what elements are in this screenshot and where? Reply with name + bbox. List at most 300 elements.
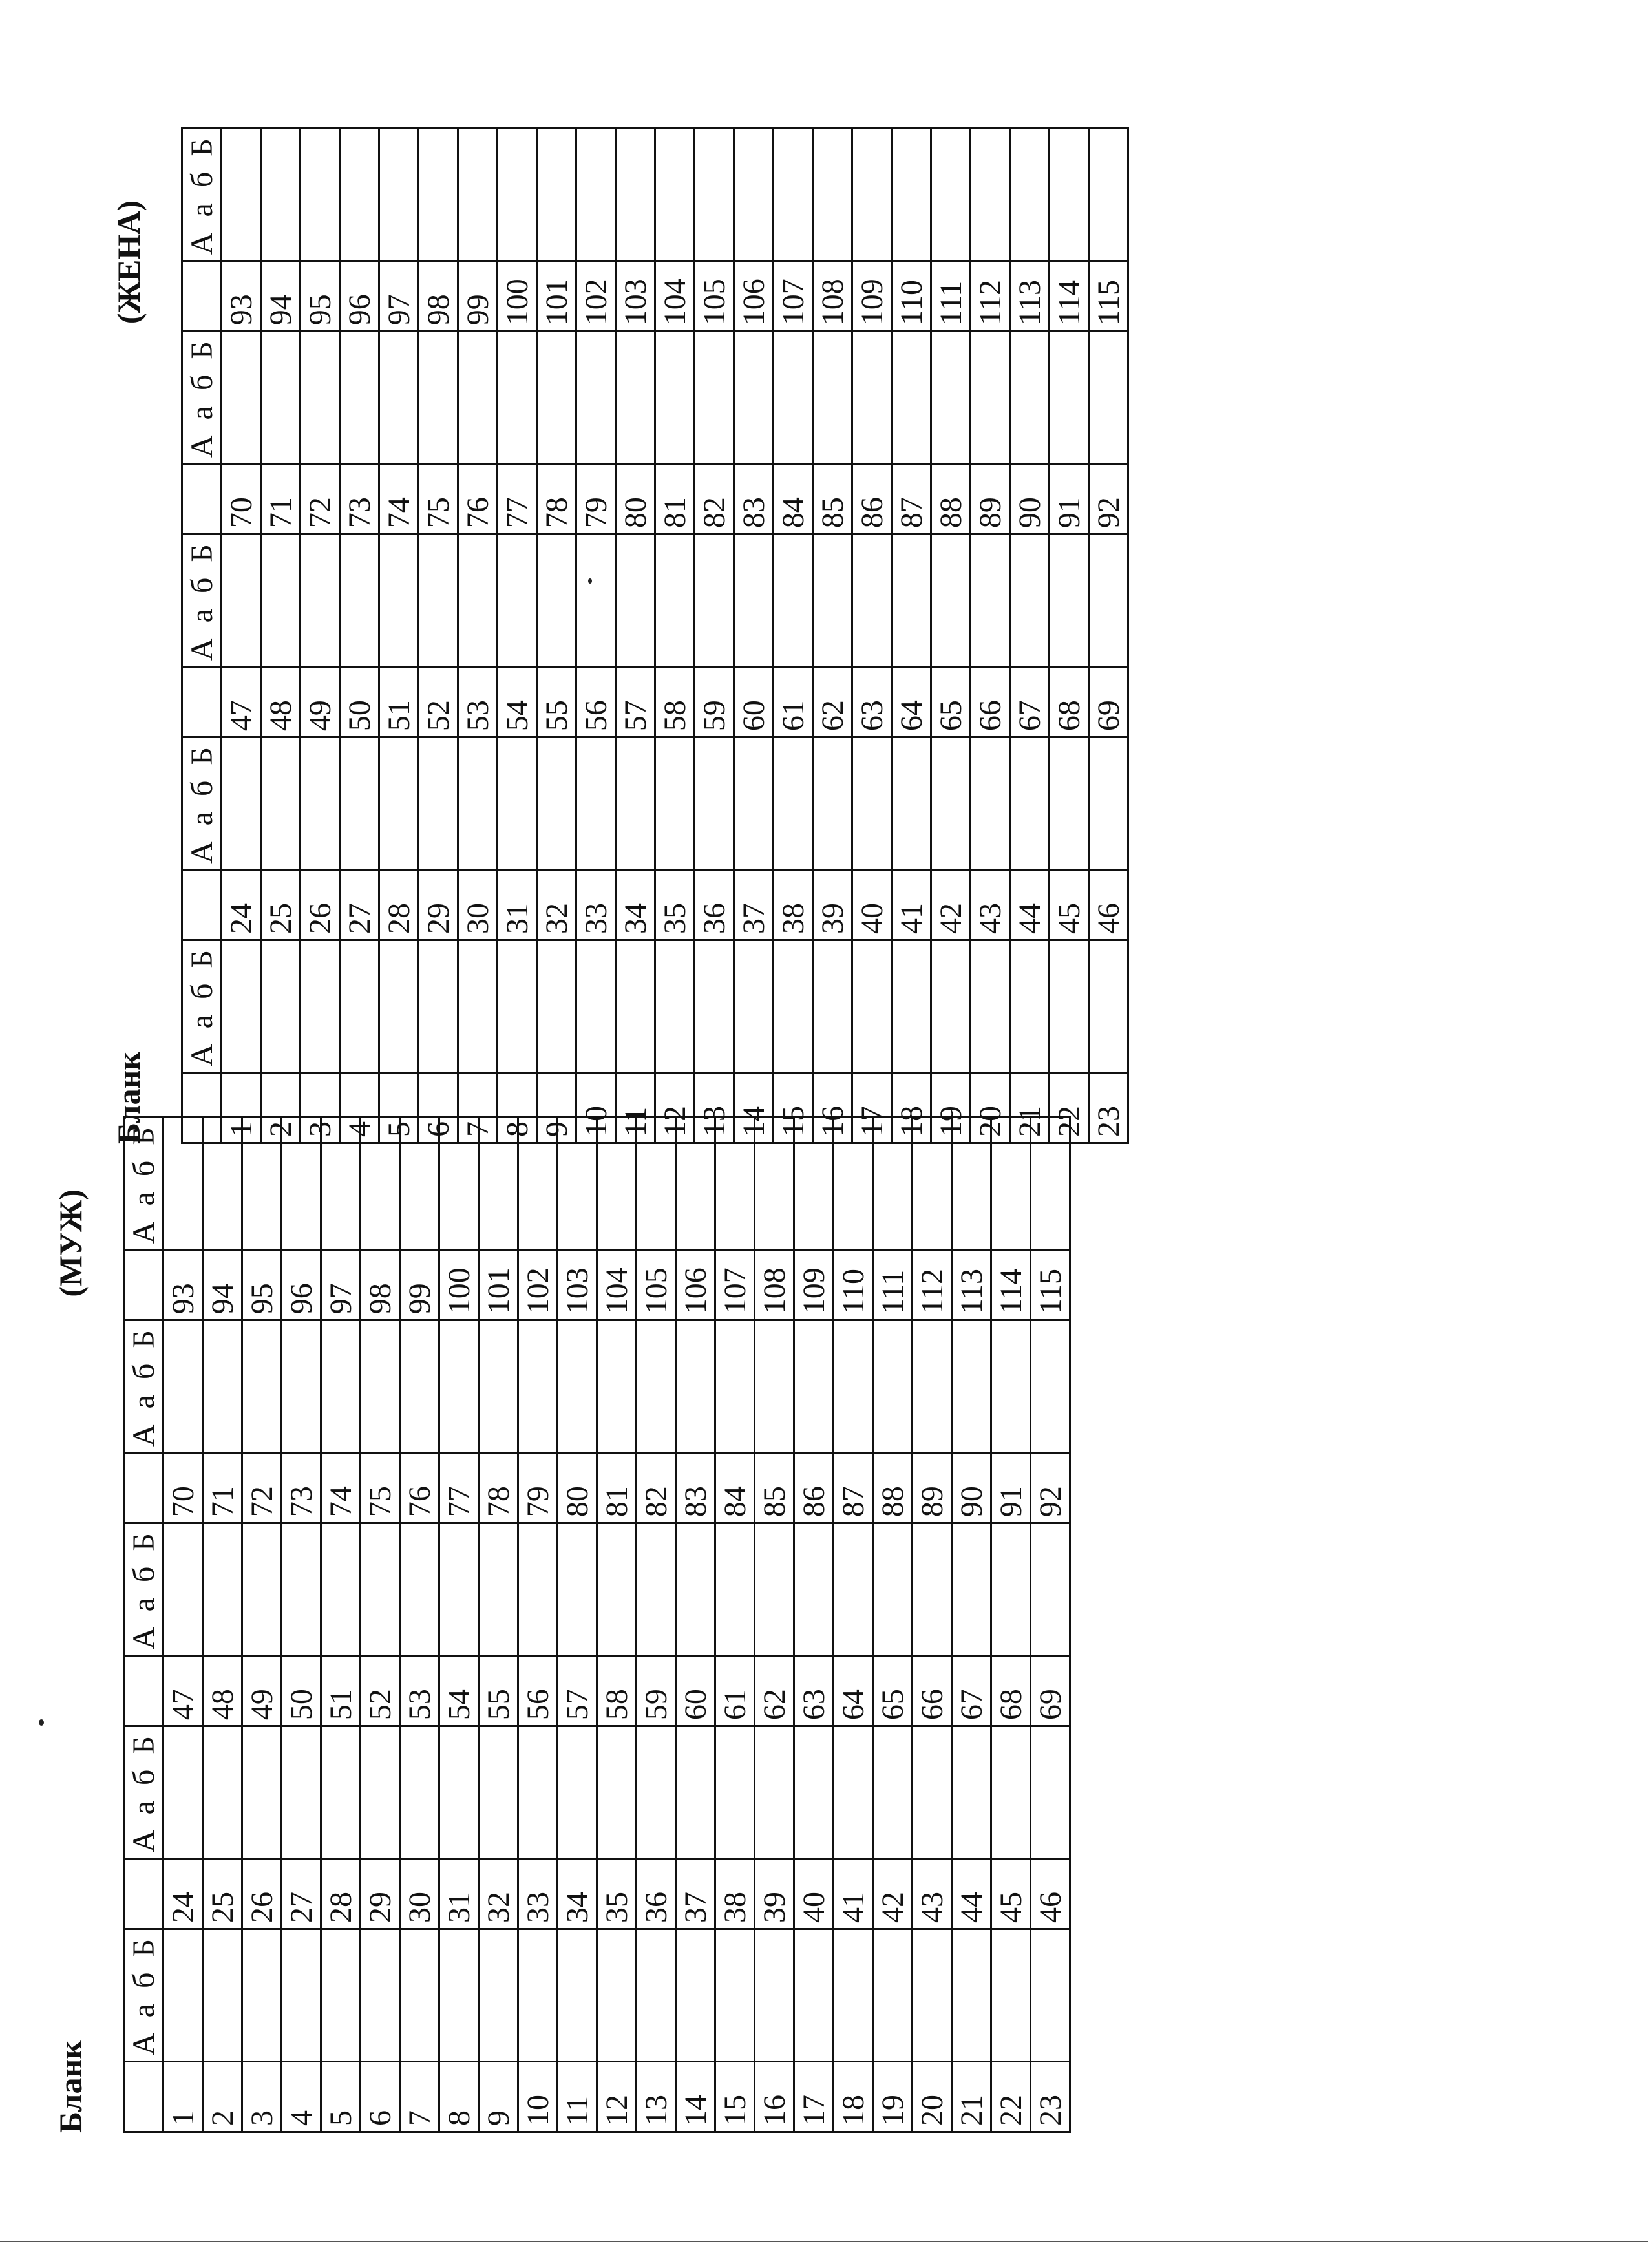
answer-cell[interactable] [301,737,340,870]
answer-cell[interactable] [813,129,852,261]
answer-cell[interactable] [164,1523,203,1656]
question-number: 31 [498,870,537,940]
answer-cell[interactable] [676,1726,715,1859]
question-number: 37 [676,1859,715,1929]
answer-cell[interactable] [676,1320,715,1453]
answer-cell[interactable] [439,1523,479,1656]
answer-cell[interactable] [537,940,576,1073]
answer-cell[interactable] [301,940,340,1073]
question-number: 66 [971,667,1010,737]
answer-cell[interactable] [458,940,498,1073]
answer-cell[interactable] [834,1523,873,1656]
question-number: 11 [558,2062,597,2132]
question-number: 80 [616,464,655,535]
answer-cell[interactable] [340,129,379,261]
answer-cell[interactable] [282,1523,321,1656]
answer-cell[interactable] [518,1320,558,1453]
question-number: 85 [813,464,852,535]
question-number: 109 [852,261,892,332]
answer-cell[interactable] [952,1320,991,1453]
table-row [361,1118,400,2132]
question-number: 102 [518,1250,558,1320]
answer-cell[interactable] [576,737,616,870]
answer-cell[interactable] [1031,1929,1070,2062]
answer-cell[interactable] [774,332,813,464]
answer-cell[interactable] [1010,737,1050,870]
question-number: 106 [676,1250,715,1320]
answer-cell[interactable] [558,1320,597,1453]
answer-cell[interactable] [1089,737,1128,870]
answer-cell[interactable] [222,737,261,870]
answer-cell[interactable] [321,1929,361,2062]
answer-cell[interactable] [597,1726,637,1859]
answer-cell[interactable] [1031,1726,1070,1859]
answer-cell[interactable] [537,737,576,870]
number-column-header [182,464,222,535]
answer-cell[interactable] [242,1320,282,1453]
answer-cell[interactable] [971,940,1010,1073]
answer-cell[interactable] [734,940,774,1073]
answer-cell[interactable] [991,1726,1031,1859]
question-number: 95 [301,261,340,332]
answer-cell[interactable] [321,1320,361,1453]
answer-cell[interactable] [1050,332,1089,464]
answer-cell[interactable] [991,1929,1031,2062]
answer-cell[interactable] [261,129,301,261]
answer-cell[interactable] [400,1726,439,1859]
answer-cell[interactable] [616,940,655,1073]
question-number: 69 [1031,1656,1070,1726]
answer-cell[interactable] [498,535,537,667]
answer-cell[interactable] [242,1523,282,1656]
answer-cell[interactable] [774,129,813,261]
answer-cell[interactable] [164,1929,203,2062]
answer-cell[interactable] [1050,940,1089,1073]
scan-edge-line [0,2241,1648,2242]
answer-cell[interactable] [913,1929,952,2062]
header-corner-cell [182,1073,222,1143]
answer-cell[interactable] [813,940,852,1073]
answer-cell[interactable] [971,332,1010,464]
answer-cell[interactable] [1010,940,1050,1073]
answer-cell[interactable] [1089,332,1128,464]
question-number: 103 [616,261,655,332]
answer-cell[interactable] [655,129,695,261]
question-number: 46 [1031,1859,1070,1929]
answer-cell[interactable] [419,332,458,464]
table-row [537,129,576,1143]
answer-cell[interactable] [774,737,813,870]
question-number: 34 [558,1859,597,1929]
answer-cell[interactable] [379,129,419,261]
answer-cell[interactable] [873,1523,913,1656]
answer-cell[interactable] [971,129,1010,261]
answer-cell[interactable] [991,1320,1031,1453]
question-number: 92 [1089,464,1128,535]
wife-form-title: Бланк [111,1051,147,1144]
answer-cell[interactable] [931,129,971,261]
answer-cell[interactable] [637,1320,676,1453]
table-row [379,129,419,1143]
wife-form-owner-label: (ЖЕНА) [111,200,147,324]
answer-cell[interactable] [695,129,734,261]
question-number: 105 [637,1250,676,1320]
answer-cell[interactable] [794,1726,834,1859]
answer-cell[interactable] [203,1726,242,1859]
husband-header-row [124,1118,164,2132]
answer-cell[interactable] [655,332,695,464]
answer-cell[interactable] [597,1929,637,2062]
answer-cell[interactable] [971,737,1010,870]
question-number: 16 [755,2062,794,2132]
answer-cell[interactable] [616,535,655,667]
answer-cell[interactable] [852,535,892,667]
answer-cell[interactable] [892,940,931,1073]
answer-cell[interactable] [655,940,695,1073]
table-row [597,1118,637,2132]
answer-cell[interactable] [616,737,655,870]
answer-cell[interactable] [637,1523,676,1656]
answer-cell[interactable] [931,535,971,667]
answer-cell[interactable] [321,1726,361,1859]
answer-cell[interactable] [458,332,498,464]
question-number: 33 [518,1859,558,1929]
question-number: 8 [439,2062,479,2132]
answer-cell[interactable] [282,1929,321,2062]
answer-cell[interactable] [498,940,537,1073]
answer-cell[interactable] [537,332,576,464]
answer-cell[interactable] [498,332,537,464]
answer-cell[interactable] [282,1320,321,1453]
question-number: 72 [242,1453,282,1523]
answer-cell[interactable] [321,1523,361,1656]
wife-header-row [182,129,222,1143]
question-number: 105 [695,261,734,332]
answer-cell[interactable] [852,940,892,1073]
answer-cell[interactable] [340,535,379,667]
question-number: 46 [1089,870,1128,940]
answer-cell[interactable] [734,332,774,464]
question-number: 70 [164,1453,203,1523]
question-number: 65 [931,667,971,737]
question-number: 87 [834,1453,873,1523]
question-number: 32 [537,870,576,940]
question-number: 84 [774,464,813,535]
answer-cell[interactable] [203,1523,242,1656]
answer-cell[interactable] [400,1523,439,1656]
question-number: 88 [873,1453,913,1523]
answer-cell[interactable] [931,332,971,464]
answer-cell[interactable] [558,1523,597,1656]
answer-cell[interactable] [222,332,261,464]
answer-cell[interactable] [971,535,1010,667]
answer-cell[interactable] [576,940,616,1073]
answer-cell[interactable] [873,1929,913,2062]
answer-cell[interactable] [518,1523,558,1656]
answer-cell[interactable] [222,129,261,261]
question-number: 54 [498,667,537,737]
answer-cell[interactable] [1050,129,1089,261]
answer-cell[interactable] [931,737,971,870]
question-number: 25 [261,870,301,940]
answer-cell[interactable] [340,737,379,870]
question-number: 9 [537,1073,576,1143]
answer-cell[interactable] [774,940,813,1073]
answer-column-header: А а б Б [182,129,222,261]
answer-cell[interactable] [242,1726,282,1859]
answer-cell[interactable] [537,129,576,261]
answer-cell[interactable] [913,1523,952,1656]
question-number: 54 [439,1656,479,1726]
answer-cell[interactable] [991,1523,1031,1656]
answer-cell[interactable] [597,1523,637,1656]
answer-cell[interactable] [419,940,458,1073]
question-number: 30 [458,870,498,940]
answer-cell[interactable] [558,1929,597,2062]
answer-cell[interactable] [340,940,379,1073]
answer-cell[interactable] [222,535,261,667]
answer-cell[interactable] [913,1726,952,1859]
answer-cell[interactable] [755,1929,794,2062]
answer-column-header: А а б Б [182,737,222,870]
answer-cell[interactable] [755,1726,794,1859]
answer-cell[interactable] [458,129,498,261]
answer-cell[interactable] [419,535,458,667]
answer-cell[interactable] [755,1523,794,1656]
answer-cell[interactable] [1010,129,1050,261]
answer-cell[interactable] [518,1929,558,2062]
answer-cell[interactable] [558,1726,597,1859]
answer-cell[interactable] [203,1929,242,2062]
question-number: 86 [852,464,892,535]
answer-cell[interactable] [892,535,931,667]
answer-cell[interactable] [892,129,931,261]
answer-cell[interactable] [379,940,419,1073]
answer-cell[interactable] [852,129,892,261]
answer-cell[interactable] [479,1320,518,1453]
question-number: 22 [991,2062,1031,2132]
question-number: 1 [222,1073,261,1143]
answer-cell[interactable] [261,535,301,667]
answer-cell[interactable] [537,535,576,667]
answer-cell[interactable] [222,940,261,1073]
question-number: 20 [971,1073,1010,1143]
answer-cell[interactable] [813,737,852,870]
question-number: 4 [282,2062,321,2132]
question-number: 93 [222,261,261,332]
answer-cell[interactable] [164,1726,203,1859]
answer-cell[interactable] [400,1320,439,1453]
answer-cell[interactable] [1089,129,1128,261]
answer-cell[interactable] [379,737,419,870]
answer-cell[interactable] [1010,535,1050,667]
question-number: 36 [695,870,734,940]
question-number: 77 [498,464,537,535]
answer-cell[interactable] [400,1929,439,2062]
answer-cell[interactable] [834,1726,873,1859]
answer-cell[interactable] [695,737,734,870]
answer-cell[interactable] [734,535,774,667]
answer-cell[interactable] [301,535,340,667]
answer-cell[interactable] [164,1320,203,1453]
answer-column-header: А а б Б [124,1320,164,1453]
question-number: 60 [734,667,774,737]
table-row [1031,1118,1070,2132]
answer-cell[interactable] [695,332,734,464]
answer-column-header: А а б Б [182,940,222,1073]
answer-cell[interactable] [242,1929,282,2062]
answer-cell[interactable] [755,1320,794,1453]
table-row [637,1118,676,2132]
answer-cell[interactable] [637,1929,676,2062]
question-number: 5 [321,2062,361,2132]
answer-cell[interactable] [616,129,655,261]
question-number: 115 [1089,261,1128,332]
answer-cell[interactable] [676,1523,715,1656]
answer-cell[interactable] [931,940,971,1073]
answer-cell[interactable] [498,129,537,261]
answer-cell[interactable] [676,1929,715,2062]
answer-cell[interactable] [419,737,458,870]
question-number: 75 [419,464,458,535]
question-number: 50 [282,1656,321,1726]
table-row [340,129,379,1143]
answer-cell[interactable] [813,535,852,667]
answer-cell[interactable] [695,940,734,1073]
question-number: 62 [813,667,852,737]
answer-cell[interactable] [655,535,695,667]
question-number: 104 [597,1250,637,1320]
answer-cell[interactable] [261,940,301,1073]
table-row [321,1118,361,2132]
answer-cell[interactable] [361,1320,400,1453]
answer-cell[interactable] [813,332,852,464]
answer-cell[interactable] [913,1320,952,1453]
answer-cell[interactable] [361,1523,400,1656]
answer-cell[interactable] [518,1726,558,1859]
answer-cell[interactable] [261,737,301,870]
answer-cell[interactable] [340,332,379,464]
answer-cell[interactable] [873,1726,913,1859]
answer-cell[interactable] [479,1726,518,1859]
question-number: 5 [379,1073,419,1143]
question-number: 114 [1050,261,1089,332]
answer-cell[interactable] [1050,535,1089,667]
question-number: 68 [991,1656,1031,1726]
answer-cell[interactable] [361,1929,400,2062]
answer-cell[interactable] [695,535,734,667]
question-number: 39 [813,870,852,940]
question-number: 83 [676,1453,715,1523]
answer-cell[interactable] [261,332,301,464]
question-number: 67 [952,1656,991,1726]
answer-cell[interactable] [715,1320,755,1453]
question-number: 55 [479,1656,518,1726]
answer-cell[interactable] [439,1726,479,1859]
answer-cell[interactable] [794,1320,834,1453]
question-number: 72 [301,464,340,535]
answer-cell[interactable] [637,1726,676,1859]
answer-cell[interactable] [734,129,774,261]
question-number: 92 [1031,1453,1070,1523]
answer-cell[interactable] [1031,1320,1070,1453]
answer-cell[interactable] [852,737,892,870]
question-number: 114 [991,1250,1031,1320]
answer-cell[interactable] [655,737,695,870]
table-row [873,1118,913,2132]
answer-cell[interactable] [794,1929,834,2062]
answer-cell[interactable] [834,1929,873,2062]
answer-cell[interactable] [616,332,655,464]
answer-cell[interactable] [479,1929,518,2062]
answer-cell[interactable] [301,332,340,464]
answer-cell[interactable] [282,1726,321,1859]
question-number: 70 [222,464,261,535]
table-row [458,129,498,1143]
answer-cell[interactable] [458,535,498,667]
answer-cell[interactable] [419,129,458,261]
table-row [164,1118,203,2132]
answer-cell[interactable] [576,332,616,464]
question-number: 90 [952,1453,991,1523]
answer-cell[interactable] [1010,332,1050,464]
table-row [931,129,971,1143]
question-number: 49 [242,1656,282,1726]
answer-cell[interactable] [715,1523,755,1656]
answer-cell[interactable] [852,332,892,464]
answer-cell[interactable] [439,1320,479,1453]
answer-cell[interactable] [301,129,340,261]
question-number: 91 [991,1453,1031,1523]
answer-cell[interactable] [715,1726,755,1859]
husband-form-header [26,1189,123,2133]
answer-cell[interactable] [576,535,616,667]
answer-cell[interactable] [834,1320,873,1453]
answer-cell[interactable] [361,1726,400,1859]
answer-cell[interactable] [597,1320,637,1453]
answer-cell[interactable] [794,1523,834,1656]
answer-cell[interactable] [1031,1523,1070,1656]
answer-cell[interactable] [439,1929,479,2062]
answer-cell[interactable] [458,737,498,870]
question-number: 98 [361,1250,400,1320]
answer-cell[interactable] [952,1929,991,2062]
answer-cell[interactable] [1089,940,1128,1073]
answer-cell[interactable] [379,332,419,464]
answer-cell[interactable] [774,535,813,667]
answer-column-header: А а б Б [124,1523,164,1656]
question-number: 58 [655,667,695,737]
answer-cell[interactable] [1089,535,1128,667]
answer-cell[interactable] [379,535,419,667]
answer-cell[interactable] [734,737,774,870]
answer-cell[interactable] [892,737,931,870]
answer-cell[interactable] [576,129,616,261]
answer-cell[interactable] [952,1726,991,1859]
answer-cell[interactable] [892,332,931,464]
table-row [400,1118,439,2132]
answer-cell[interactable] [952,1523,991,1656]
question-number: 81 [655,464,695,535]
answer-cell[interactable] [498,737,537,870]
answer-cell[interactable] [873,1320,913,1453]
answer-cell[interactable] [203,1320,242,1453]
question-number: 108 [813,261,852,332]
answer-cell[interactable] [479,1523,518,1656]
question-number: 87 [892,464,931,535]
answer-cell[interactable] [1050,737,1089,870]
answer-cell[interactable] [715,1929,755,2062]
